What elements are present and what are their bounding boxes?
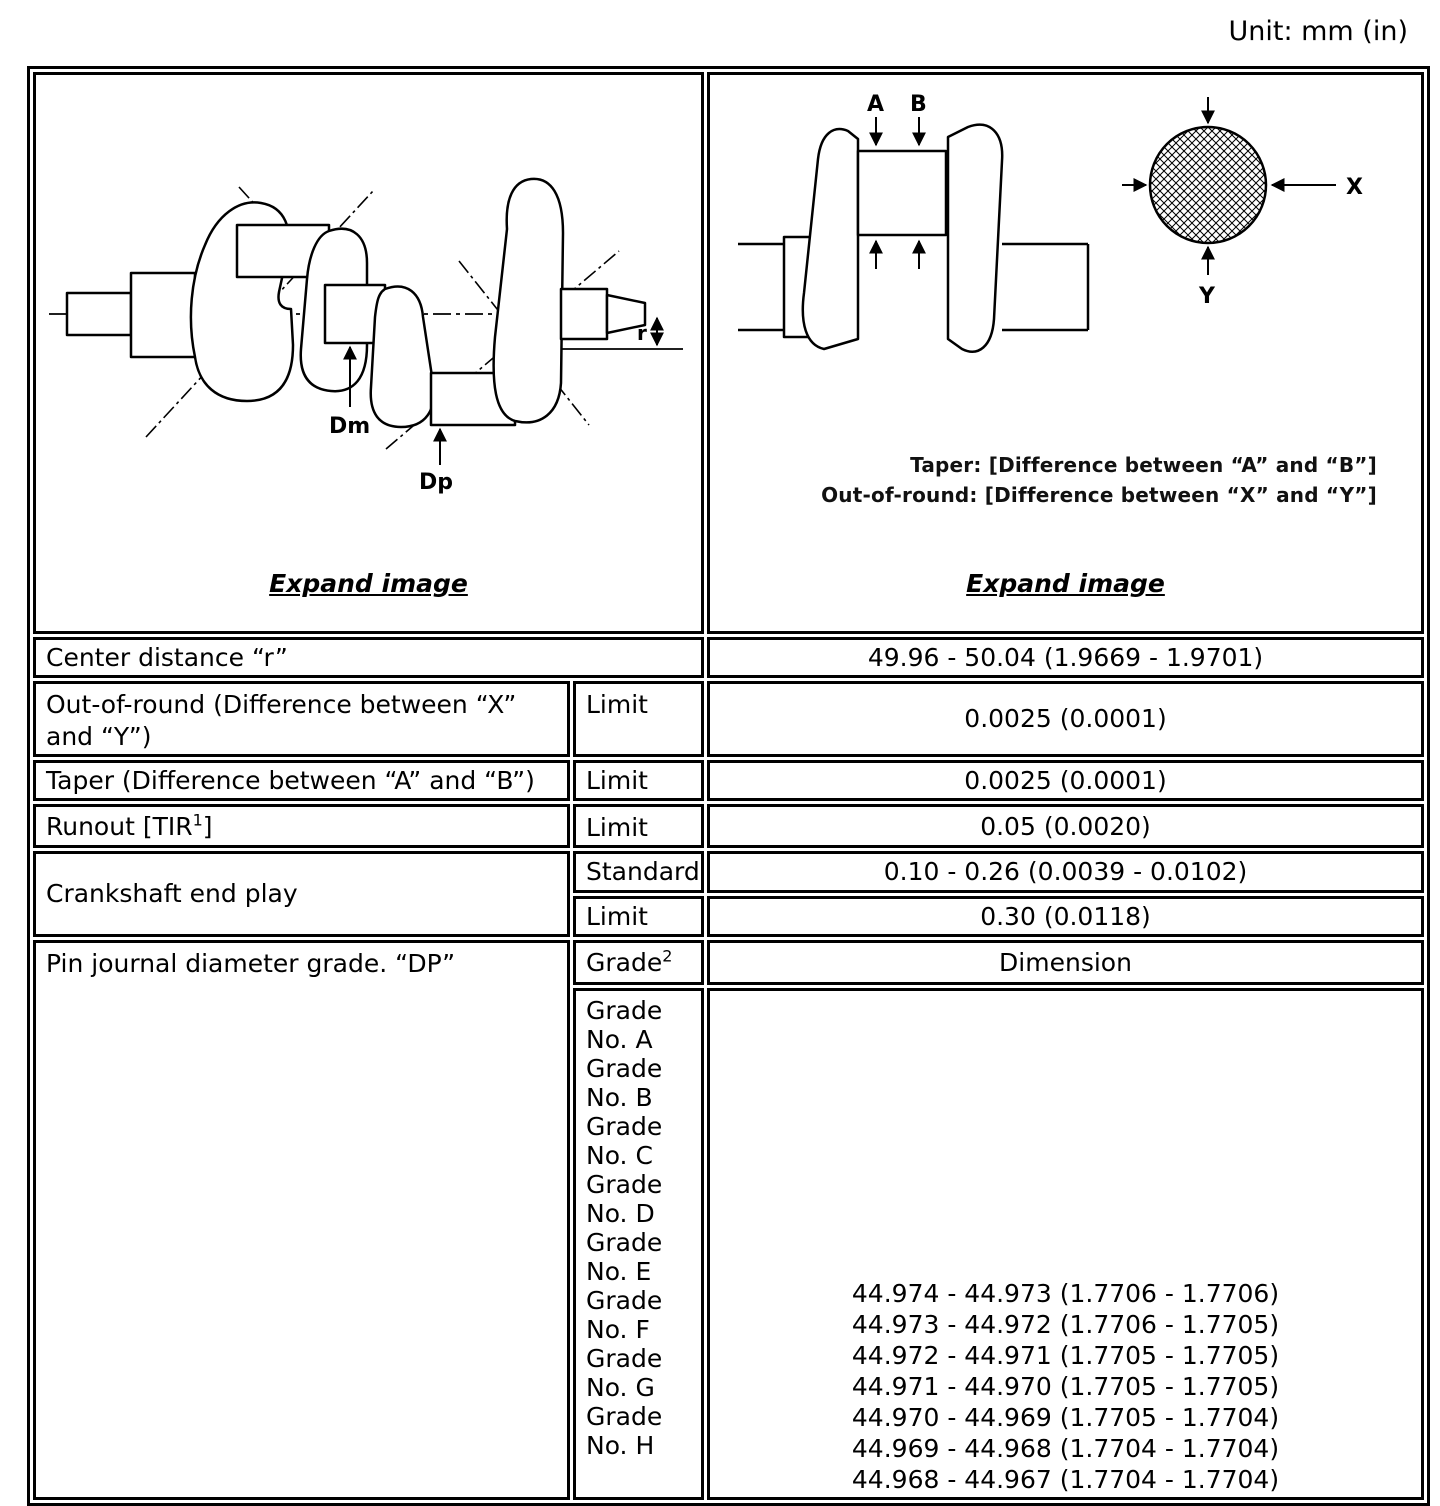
end-play-standard-value: 0.10 - 0.26 (0.0039 - 0.0102) bbox=[707, 851, 1424, 892]
runout-footnote-marker: 1 bbox=[192, 810, 203, 830]
grade-item: Grade No. E bbox=[586, 1227, 663, 1286]
grade-item: Grade No. F bbox=[586, 1285, 663, 1344]
y-label: Y bbox=[1198, 284, 1215, 309]
out-of-round-label: Out-of-round (Difference between “X” and “Y”) bbox=[33, 681, 570, 757]
unit-label: Unit: mm (in) bbox=[1228, 16, 1408, 47]
row-figures bbox=[33, 72, 1424, 634]
end-play-limit-qualifier: Limit bbox=[573, 896, 704, 937]
center-distance-value: 49.96 - 50.04 (1.9669 - 1.9701) bbox=[707, 637, 1424, 678]
r-label: r bbox=[637, 321, 647, 345]
dimension-item: 44.969 - 44.968 (1.7704 - 1.7704) bbox=[851, 1433, 1280, 1463]
dimension-item: 44.974 - 44.973 (1.7706 - 1.7706) bbox=[851, 1278, 1280, 1308]
row-out-of-round bbox=[33, 681, 1424, 757]
end-play-label: Crankshaft end play bbox=[33, 851, 570, 937]
spec-table bbox=[27, 66, 1430, 1506]
out-of-round-qualifier: Limit bbox=[573, 681, 704, 757]
dimension-item: 44.970 - 44.969 (1.7705 - 1.7704) bbox=[851, 1402, 1280, 1432]
end-play-limit-value: 0.30 (0.0118) bbox=[707, 896, 1424, 937]
row-taper bbox=[33, 760, 1424, 801]
out-of-round-caption: Out-of-round: [Difference between “X” and “Y”] bbox=[821, 483, 1377, 507]
x-label: X bbox=[1345, 175, 1363, 200]
b-label: B bbox=[909, 92, 927, 117]
taper-caption: Taper: [Difference between “A” and “B”] bbox=[910, 453, 1377, 477]
grade-header: Grade$^2$ bbox=[573, 940, 704, 985]
dimension-values bbox=[852, 1278, 1279, 1495]
end-play-standard-qualifier: Standard bbox=[573, 851, 704, 892]
grade-item: Grade No. C bbox=[586, 1111, 663, 1170]
grade-item: Grade No. G bbox=[586, 1343, 663, 1402]
hatched-journal-circle bbox=[1150, 127, 1266, 243]
figure-cell-right bbox=[707, 72, 1424, 634]
dimension-header: Dimension bbox=[707, 940, 1424, 985]
row-pin-journal-header bbox=[33, 940, 1424, 985]
out-of-round-value: 0.0025 (0.0001) bbox=[707, 681, 1424, 757]
dimension-list bbox=[707, 988, 1424, 1500]
grade-item: Grade No. D bbox=[586, 1169, 663, 1228]
grade-item: Grade No. B bbox=[586, 1053, 663, 1112]
dm-label: Dm bbox=[329, 414, 371, 439]
dimension-item: 44.968 - 44.967 (1.7704 - 1.7704) bbox=[851, 1464, 1280, 1494]
runout-qualifier: Limit bbox=[573, 804, 704, 848]
row-center-distance bbox=[33, 637, 1424, 678]
dimension-item: 44.971 - 44.970 (1.7705 - 1.7705) bbox=[851, 1371, 1280, 1401]
row-end-play-standard bbox=[33, 851, 1424, 892]
expand-image-link-right[interactable]: Expand image bbox=[966, 568, 1165, 598]
center-distance-label: Center distance “r” bbox=[33, 637, 704, 678]
runout-value: 0.05 (0.0020) bbox=[707, 804, 1424, 848]
crank-section-outline bbox=[738, 125, 1088, 352]
grade-item: Grade No. H bbox=[586, 1401, 663, 1460]
runout-label: Runout [TIR$^1$] bbox=[33, 804, 570, 848]
taper-value: 0.0025 (0.0001) bbox=[707, 760, 1424, 801]
grade-item: Grade No. A bbox=[586, 995, 663, 1054]
crankshaft-taper-figure bbox=[736, 87, 1396, 482]
dp-label: Dp bbox=[419, 470, 454, 495]
crankshaft-side-figure bbox=[41, 87, 696, 562]
dimension-item: 44.972 - 44.971 (1.7705 - 1.7705) bbox=[851, 1340, 1280, 1370]
grade-list bbox=[573, 988, 704, 1500]
figure-cell-left bbox=[33, 72, 704, 634]
taper-label: Taper (Difference between “A” and “B”) bbox=[33, 760, 570, 801]
pin-journal-label: Pin journal diameter grade. “DP” bbox=[33, 940, 570, 1500]
crankshaft-outline bbox=[67, 179, 645, 427]
row-runout bbox=[33, 804, 1424, 848]
dimension-item: 44.973 - 44.972 (1.7706 - 1.7705) bbox=[851, 1309, 1280, 1339]
taper-qualifier: Limit bbox=[573, 760, 704, 801]
a-label: A bbox=[866, 92, 884, 117]
expand-image-link-left[interactable]: Expand image bbox=[269, 568, 468, 598]
grade-footnote-marker: 2 bbox=[662, 946, 673, 966]
